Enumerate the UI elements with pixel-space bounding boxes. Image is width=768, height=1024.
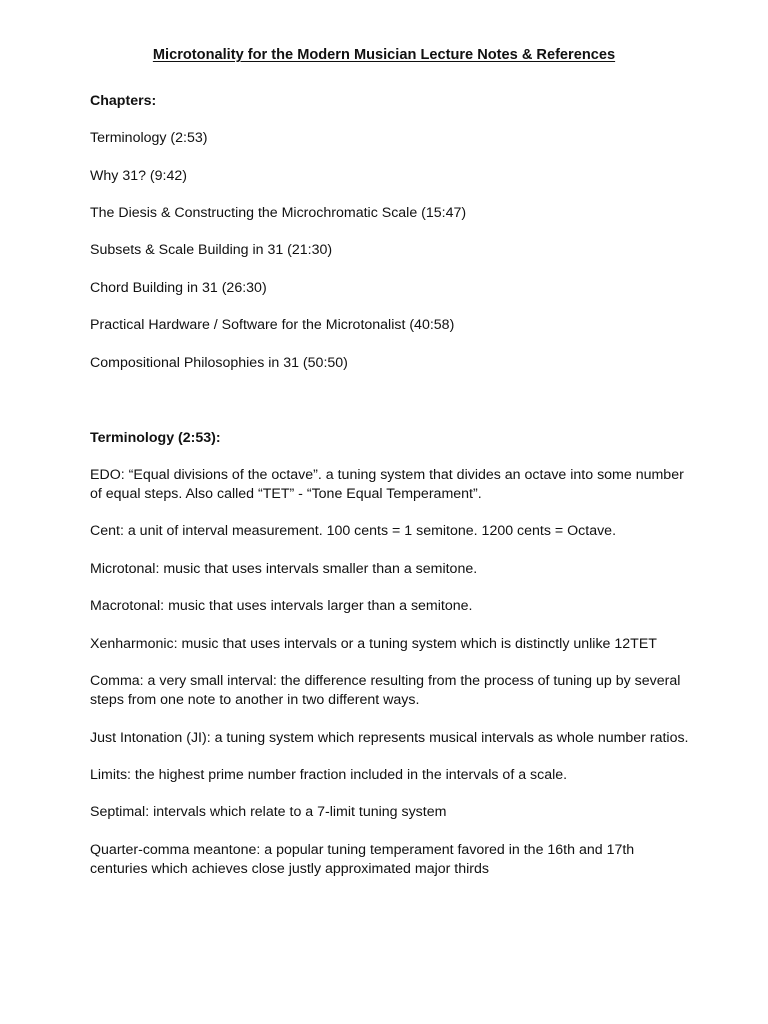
terminology-heading: Terminology (2:53): [90, 430, 221, 446]
term-quarter-comma-meantone: Quarter-comma meantone: a popular tuning temperament favored in the 16th and 17th centuries which achieves close justly approximated major thirds [90, 842, 635, 877]
chapter-item-subsets: Subsets & Scale Building in 31 (21:30) [90, 242, 333, 258]
term-microtonal: Microtonal: music that uses intervals smaller than a semitone. [90, 561, 478, 577]
term-macrotonal: Macrotonal: music that uses intervals larger than a semitone. [90, 598, 473, 614]
chapter-item-terminology: Terminology (2:53) [90, 130, 208, 146]
term-comma: Comma: a very small interval: the difference resulting from the process of tuning up by several steps from one note to another in two different ways. [90, 673, 681, 708]
chapter-item-diesis: The Diesis & Constructing the Microchromatic Scale (15:47) [90, 205, 467, 221]
term-just-intonation: Just Intonation (JI): a tuning system which represents musical intervals as whole number ratios. [90, 730, 689, 746]
term-edo: EDO: “Equal divisions of the octave”. a tuning system that divides an octave into some number of equal steps. Also called “TET” - “Tone Equal Temperament”. [90, 467, 684, 502]
chapter-item-compositional: Compositional Philosophies in 31 (50:50) [90, 355, 348, 371]
term-cent: Cent: a unit of interval measurement. 100 cents = 1 semitone. 1200 cents = Octave. [90, 523, 617, 539]
chapter-item-chord-building: Chord Building in 31 (26:30) [90, 280, 267, 296]
chapter-item-hardware-software: Practical Hardware / Software for the Microtonalist (40:58) [90, 317, 455, 333]
term-xenharmonic: Xenharmonic: music that uses intervals or a tuning system which is distinctly unlike 12TET [90, 636, 657, 652]
term-limits: Limits: the highest prime number fraction included in the intervals of a scale. [90, 767, 568, 783]
chapter-item-why-31: Why 31? (9:42) [90, 168, 187, 184]
term-septimal: Septimal: intervals which relate to a 7-limit tuning system [90, 804, 447, 820]
chapters-heading: Chapters: [90, 93, 157, 109]
page-title: Microtonality for the Modern Musician Lecture Notes & References [152, 47, 616, 63]
